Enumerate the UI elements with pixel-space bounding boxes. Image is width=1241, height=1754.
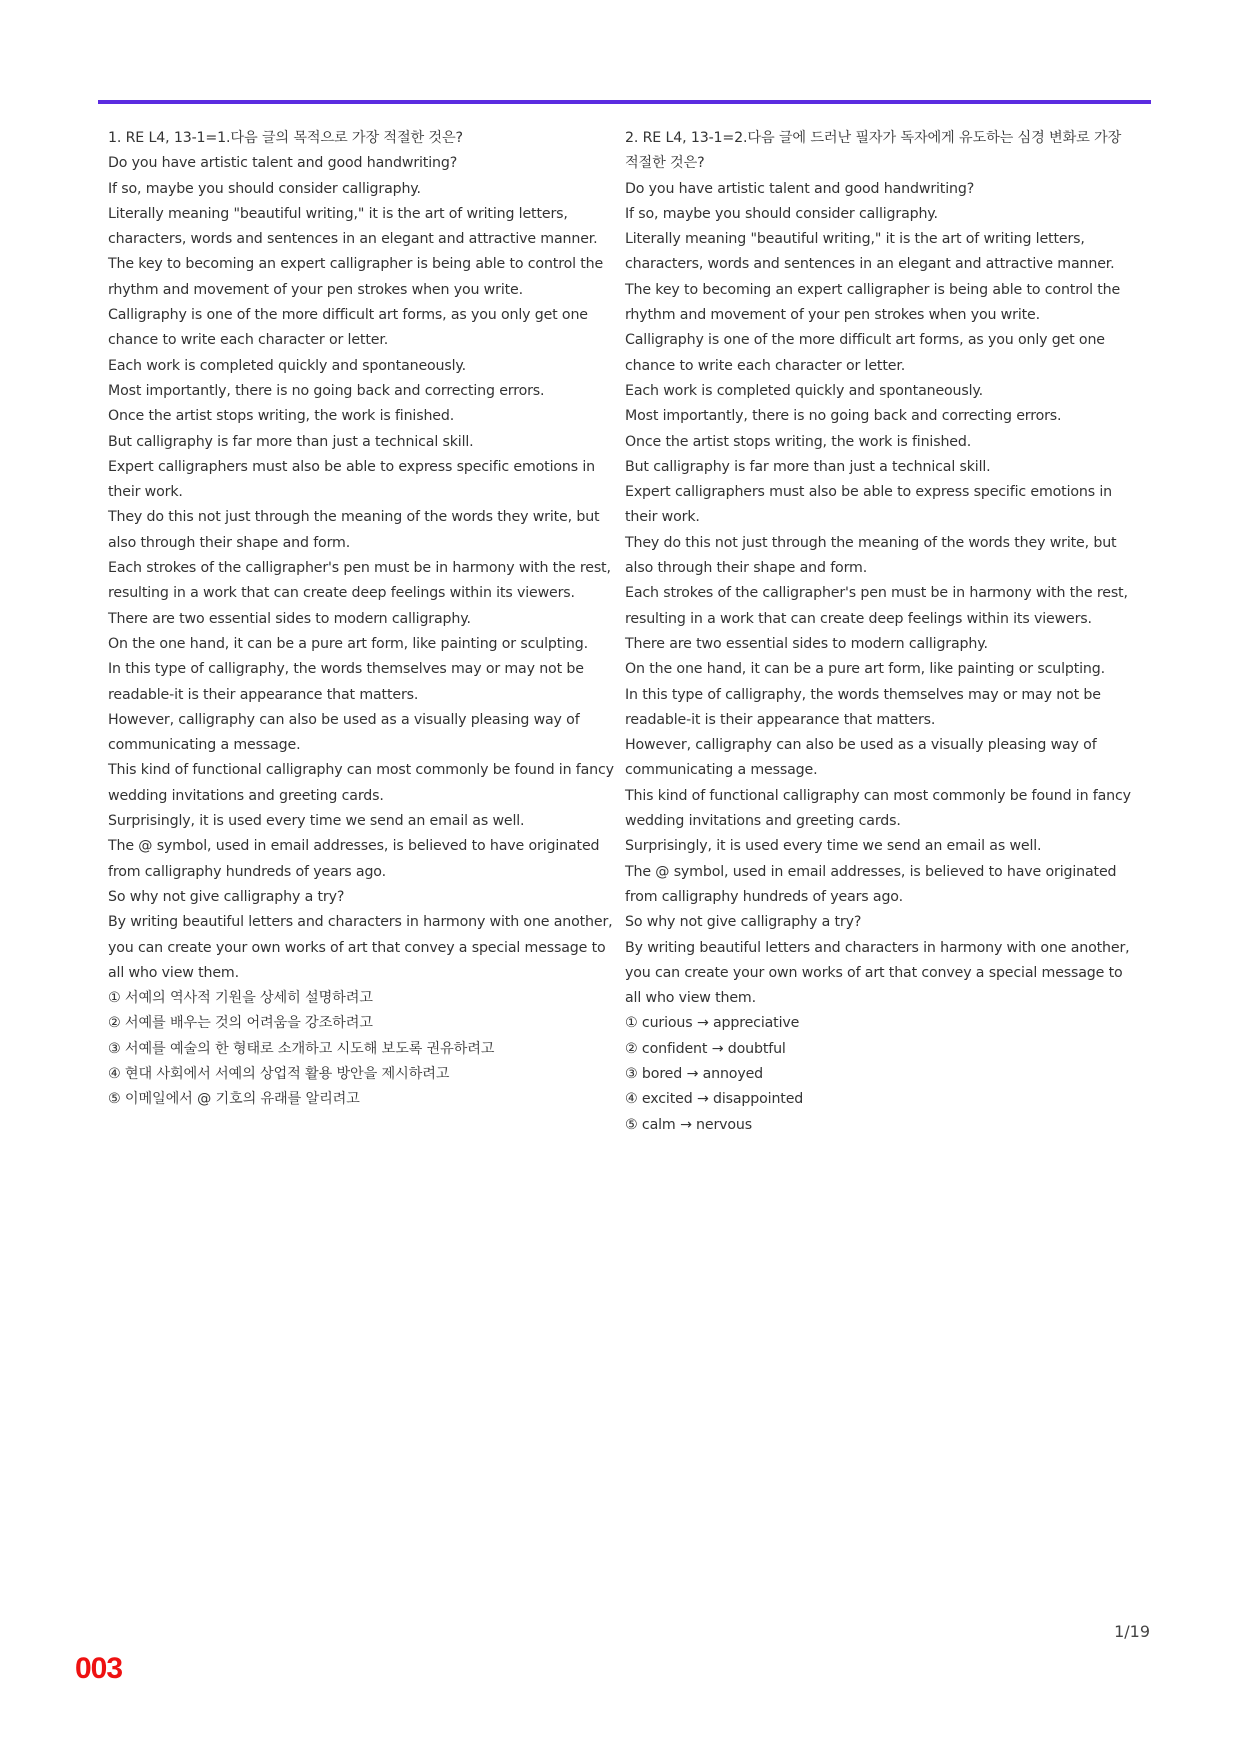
passage-sentence: Expert calligraphers must also be able to express specific emotions in their work.	[108, 458, 595, 501]
passage-sentence: Most importantly, there is no going back and correcting errors.	[108, 382, 545, 399]
question-2	[625, 126, 1135, 1138]
answer-option: ③ bored → annoyed	[625, 1065, 764, 1082]
passage-sentence: Do you have artistic talent and good handwriting?	[625, 180, 975, 197]
answer-option: ① 서예의 역사적 기원을 상세히 설명하려고	[108, 990, 373, 1007]
answer-option: ④ 현대 사회에서 서예의 상업적 활용 방안을 제시하려고	[108, 1065, 450, 1082]
passage-sentence: Calligraphy is one of the more difficult art forms, as you only get one chance to write each character or letter.	[625, 332, 1105, 374]
answer-option: ① curious → appreciative	[625, 1015, 800, 1032]
passage-sentence: Literally meaning "beautiful writing," it is the art of writing letters, characters, words and sentences in an elegant and attractive manner.	[625, 231, 1115, 273]
passage-sentence: So why not give calligraphy a try?	[108, 888, 345, 905]
answer-option: ④ excited → disappointed	[625, 1091, 804, 1108]
passage-sentence: However, calligraphy can also be used as a visually pleasing way of communicating a message.	[108, 711, 580, 754]
passage-sentence: Literally meaning "beautiful writing," it is the art of writing letters, characters, words and sentences in an elegant and attractive manner.	[108, 205, 598, 248]
answer-option: ⑤ calm → nervous	[625, 1116, 753, 1133]
passage-sentence: But calligraphy is far more than just a technical skill.	[108, 433, 474, 450]
passage-sentence: Each strokes of the calligrapher's pen must be in harmony with the rest, resulting in a work that can create deep feelings within its viewers.	[108, 560, 611, 602]
passage-sentence: The @ symbol, used in email addresses, is believed to have originated from calligraphy hundreds of years ago.	[108, 838, 600, 880]
question-title: 2. RE L4, 13-1=2.다음 글에 드러난 필자가 독자에게 유도하는 심경 변화로 가장 적절한 것은?	[625, 130, 1122, 172]
passage-sentence: Expert calligraphers must also be able to express specific emotions in their work.	[625, 484, 1112, 526]
passage-sentence: If so, maybe you should consider calligraphy.	[625, 205, 938, 222]
passage-sentence: There are two essential sides to modern calligraphy.	[108, 610, 471, 627]
passage-sentence: By writing beautiful letters and characters in harmony with one another, you can create your own works of art that convey a special message to all who view them.	[108, 914, 613, 981]
passage-sentence: There are two essential sides to modern calligraphy.	[625, 635, 988, 652]
page-number: 1/19	[1114, 1622, 1150, 1641]
passage-sentence: The @ symbol, used in email addresses, is believed to have originated from calligraphy hundreds of years ago.	[625, 863, 1117, 905]
question-title: 1. RE L4, 13-1=1.다음 글의 목적으로 가장 적절한 것은?	[108, 130, 463, 146]
passage-sentence: However, calligraphy can also be used as a visually pleasing way of communicating a message.	[625, 737, 1097, 779]
passage-sentence: This kind of functional calligraphy can most commonly be found in fancy wedding invitations and greeting cards.	[108, 762, 614, 804]
passage-sentence: They do this not just through the meaning of the words they write, but also through their shape and form.	[108, 509, 600, 551]
passage-sentence: Do you have artistic talent and good handwriting?	[108, 155, 458, 172]
passage-sentence: In this type of calligraphy, the words themselves may or may not be readable-it is their appearance that matters.	[625, 686, 1101, 728]
answer-option: ⑤ 이메일에서 @ 기호의 유래를 알리려고	[108, 1091, 360, 1108]
question-1	[108, 126, 618, 1113]
passage-sentence: So why not give calligraphy a try?	[625, 914, 862, 931]
passage-sentence: By writing beautiful letters and characters in harmony with one another, you can create your own works of art that convey a special message to all who view them.	[625, 939, 1130, 1007]
answer-option: ③ 서예를 예술의 한 형태로 소개하고 시도해 보도록 권유하려고	[108, 1040, 495, 1057]
passage-sentence: Calligraphy is one of the more difficult art forms, as you only get one chance to write each character or letter.	[108, 307, 588, 349]
passage-sentence: Surprisingly, it is used every time we send an email as well.	[625, 838, 1042, 855]
passage-sentence: In this type of calligraphy, the words themselves may or may not be readable-it is their appearance that matters.	[108, 661, 584, 703]
passage-sentence: But calligraphy is far more than just a technical skill.	[625, 458, 991, 475]
passage-sentence: Each strokes of the calligrapher's pen must be in harmony with the rest, resulting in a work that can create deep feelings within its viewers.	[625, 585, 1128, 627]
passage-sentence: On the one hand, it can be a pure art form, like painting or sculpting.	[108, 635, 588, 652]
passage-sentence: Most importantly, there is no going back and correcting errors.	[625, 408, 1062, 425]
answer-option: ② confident → doubtful	[625, 1040, 786, 1057]
passage-sentence: Each work is completed quickly and spontaneously.	[625, 382, 984, 399]
page-code: 003	[75, 1652, 123, 1685]
passage-sentence: The key to becoming an expert calligrapher is being able to control the rhythm and movement of your pen strokes when you write.	[108, 256, 604, 298]
passage-sentence: Each work is completed quickly and spontaneously.	[108, 357, 467, 374]
passage-sentence: Surprisingly, it is used every time we send an email as well.	[108, 813, 525, 830]
passage-sentence: The key to becoming an expert calligrapher is being able to control the rhythm and movement of your pen strokes when you write.	[625, 281, 1121, 324]
passage-sentence: Once the artist stops writing, the work is finished.	[625, 433, 972, 450]
passage-sentence: On the one hand, it can be a pure art form, like painting or sculpting.	[625, 661, 1105, 678]
passage-sentence: If so, maybe you should consider calligraphy.	[108, 180, 421, 197]
answer-option: ② 서예를 배우는 것의 어려움을 강조하려고	[108, 1015, 373, 1032]
passage-sentence: Once the artist stops writing, the work is finished.	[108, 408, 455, 425]
passage-sentence: They do this not just through the meaning of the words they write, but also through their shape and form.	[625, 534, 1117, 577]
top-divider	[98, 100, 1151, 104]
passage-sentence: This kind of functional calligraphy can most commonly be found in fancy wedding invitations and greeting cards.	[625, 787, 1131, 830]
